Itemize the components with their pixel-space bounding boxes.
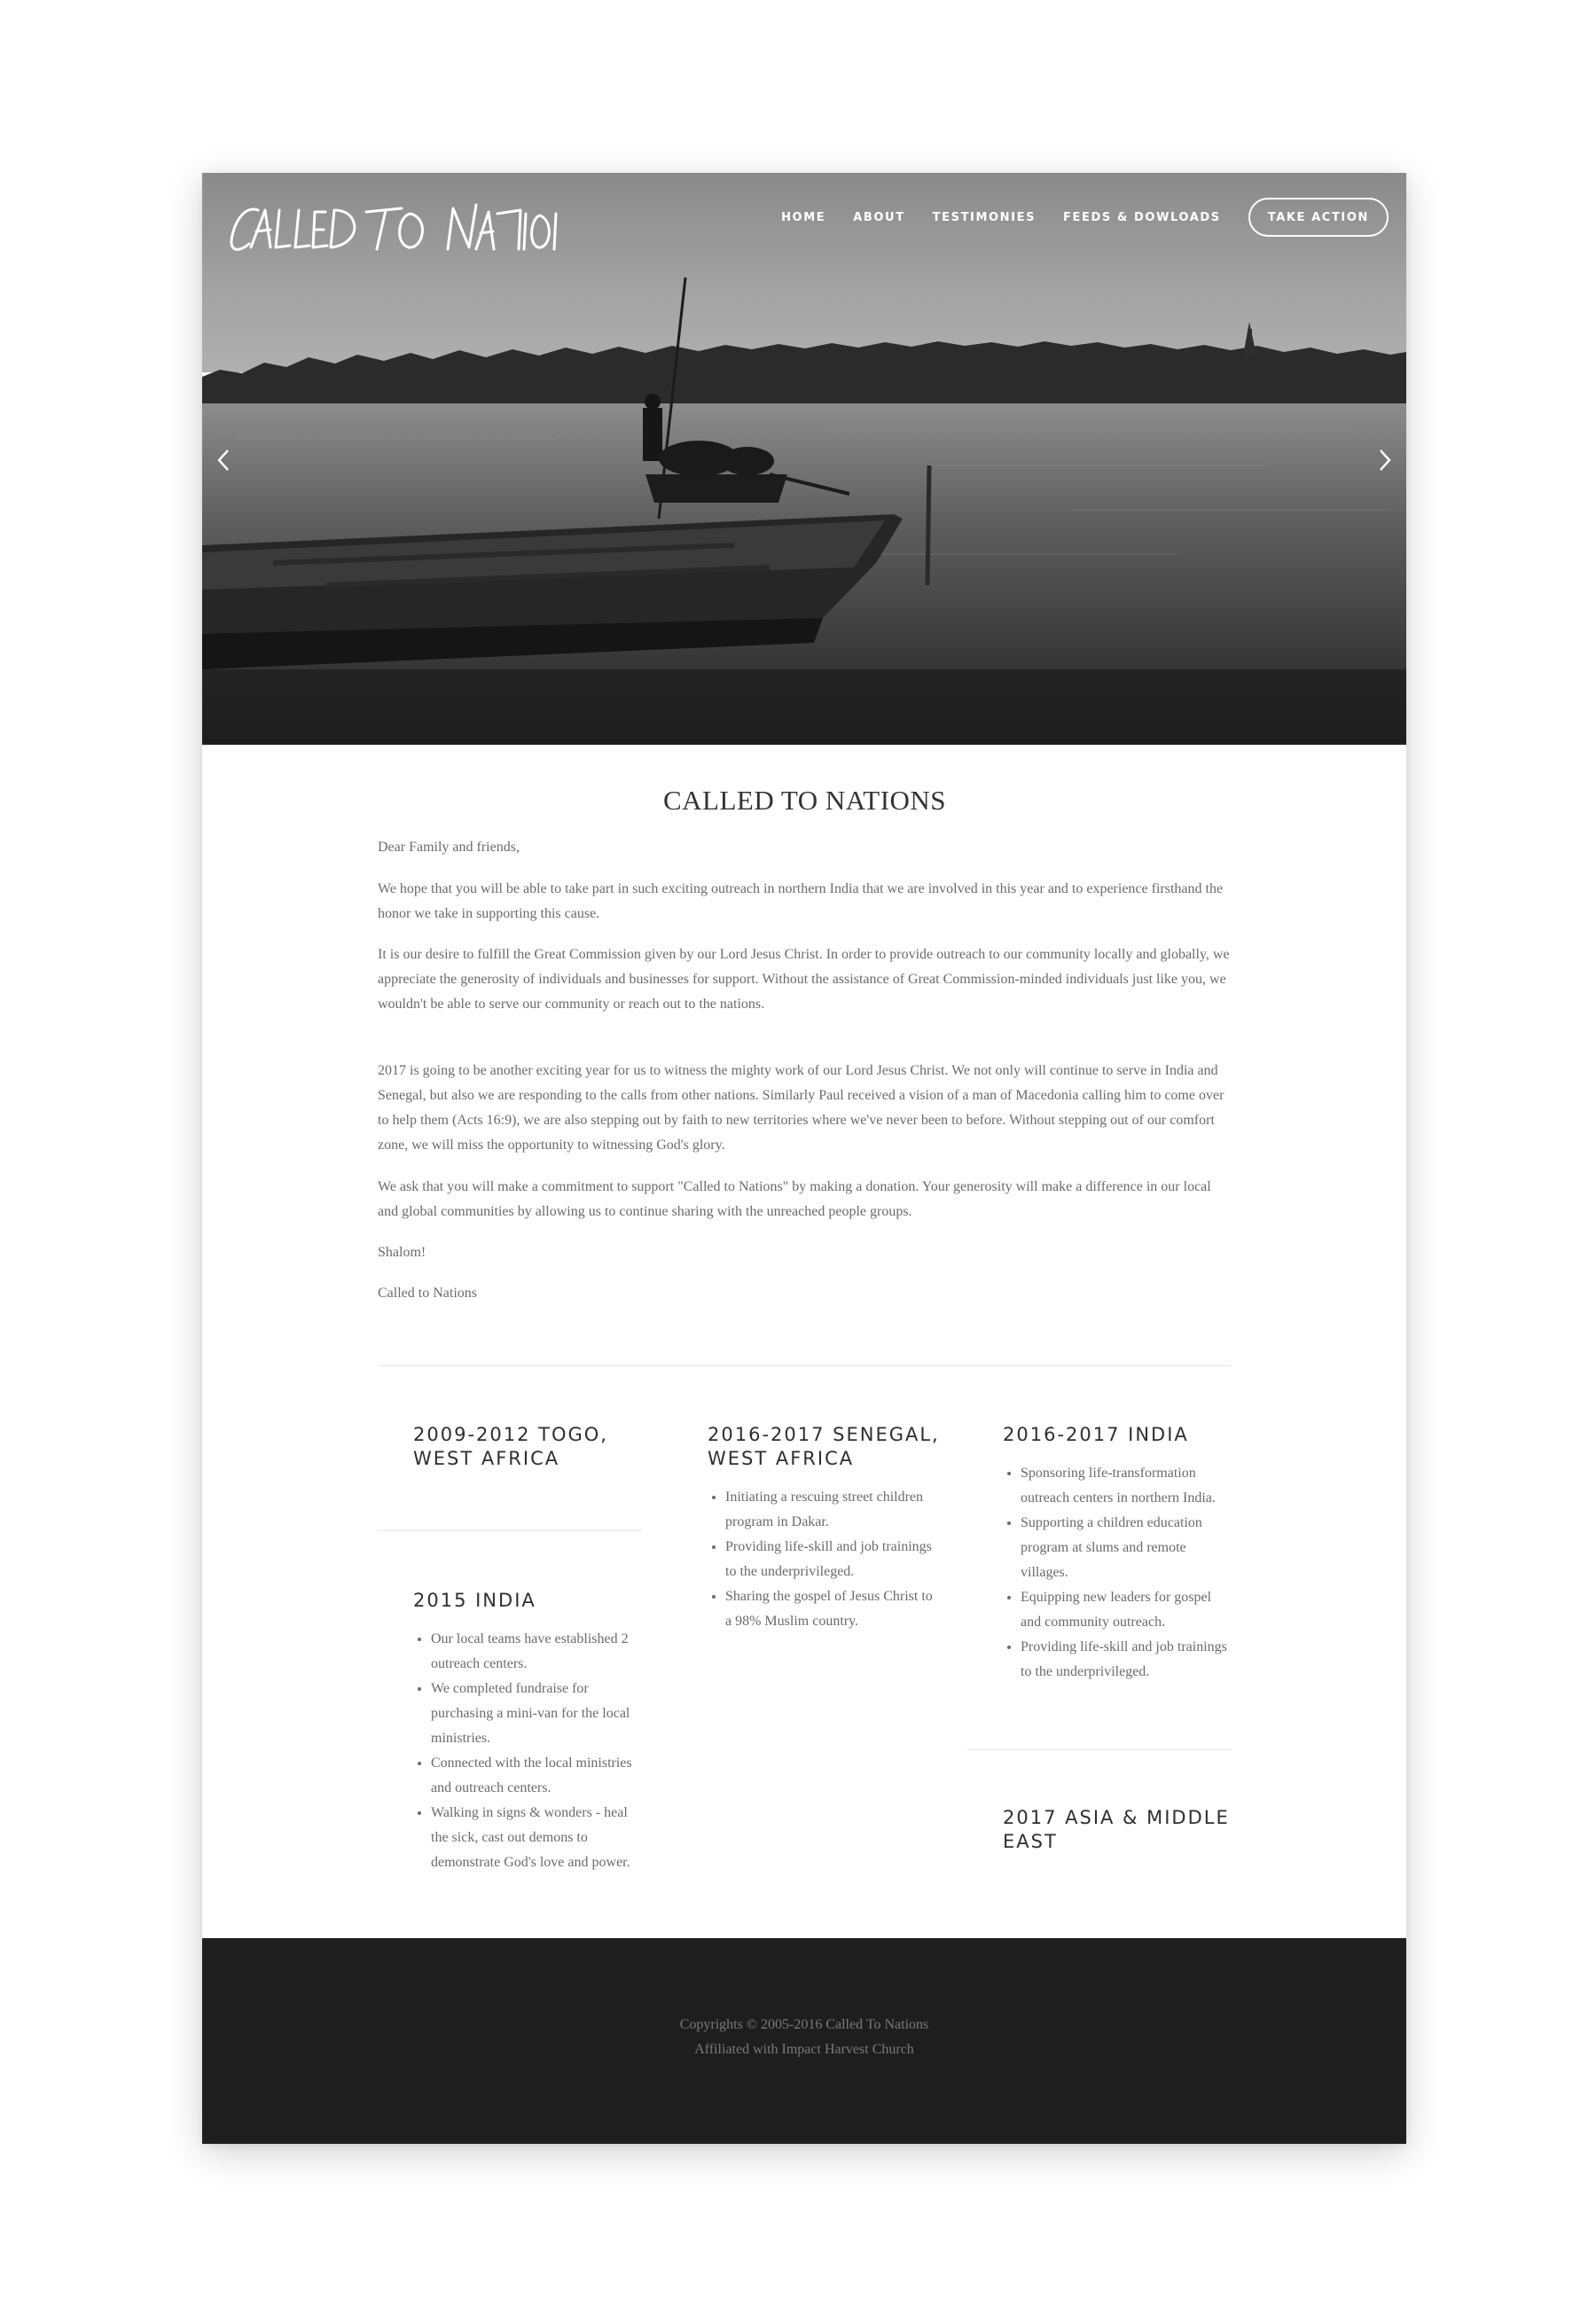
paragraph-commission: It is our desire to fulfill the Great Commission given by our Lord Jesus Christ. In order to provide outreach to our community locally and globally, we appreciate the generosity of individuals and businesses for support. Without the assistance of Great Commission-minded individuals just like you, we wouldn't be able to serve our community or reach out to the nations. (378, 947, 1230, 1012)
list-item: • Providing life-skill and job trainings to the underprivileged. (1021, 1635, 1232, 1685)
nav-item-feeds-downloads[interactable]: FEEDS & DOWLOADS (1063, 210, 1221, 224)
list-item: • Our local teams have established 2 outreach centers. (431, 1627, 642, 1677)
hero-slideshow (202, 173, 1406, 745)
togo-heading: 2009-2012 TOGO, WEST AFRICA (413, 1424, 608, 1469)
site-logo[interactable] (224, 189, 561, 269)
asia-middle-east-heading: 2017 ASIA & MIDDLE EAST (1003, 1807, 1230, 1852)
senegal-list (708, 1485, 936, 1634)
slideshow-next-button[interactable] (1374, 445, 1394, 475)
page-title: CALLED TO NATIONS (662, 785, 947, 816)
india-2016-list (1003, 1461, 1232, 1685)
senegal-heading: 2016-2017 SENEGAL, WEST AFRICA (708, 1424, 940, 1469)
paragraph-commitment: We ask that you will make a commitment to support "Called to Nations" by making a donation. Your generosity will make a difference in our local and global communities by allowing us to continue sharing with the unreached people groups. (378, 1179, 1211, 1219)
paragraph-2017: 2017 is going to be another exciting year for us to witness the mighty work of our Lord Jesus Christ. We not only will continue to serve in India and Senegal, but also we are responding to the calls from other nations. Similarly Paul received a vision of a man of Macedonia calling him to come over to help them (Acts 16:9), we are also stepping out by faith to new territories where we've never been to before. Without stepping out of our comfort zone, we will miss the opportunity to witnessing God's glory. (378, 1063, 1224, 1153)
paragraph-intro: We hope that you will be able to take part in such exciting outreach in northern India that we are involved in this year and to experience firsthand the honor we take in supporting this cause. (378, 881, 1224, 921)
site-footer (202, 1938, 1406, 2144)
list-item: • Walking in signs & wonders - heal the sick, cast out demons to demonstrate God's love and power. (431, 1801, 642, 1875)
section-divider (378, 1365, 1232, 1366)
list-item: • Sharing the gospel of Jesus Christ to a 98% Muslim country. (725, 1584, 936, 1634)
chevron-right-icon (1374, 445, 1394, 475)
footer-copyright: Copyrights © 2005-2016 Called To Nations (679, 2017, 929, 2032)
nav-item-about[interactable]: ABOUT (853, 210, 905, 224)
india-2015-heading: 2015 INDIA (413, 1590, 536, 1611)
india-2016-heading: 2016-2017 INDIA (1003, 1424, 1189, 1445)
list-item: • Initiating a rescuing street children program in Dakar. (725, 1485, 936, 1535)
take-action-button[interactable]: TAKE ACTION (1248, 198, 1389, 237)
paragraph-signature: Called to Nations (378, 1286, 477, 1301)
paragraph-greeting: Dear Family and friends, (378, 840, 520, 855)
list-item: • Equipping new leaders for gospel and community outreach. (1021, 1585, 1232, 1635)
list-item: • Connected with the local ministries and outreach centers. (431, 1751, 642, 1801)
list-item: • Sponsoring life-transformation outreach centers in northern India. (1021, 1461, 1232, 1511)
chevron-left-icon (215, 445, 234, 475)
column-divider (967, 1749, 1232, 1750)
main-navigation (754, 198, 1389, 237)
site-container (202, 173, 1406, 2144)
nav-item-home[interactable]: HOME (781, 210, 826, 224)
india-2015-list (413, 1627, 642, 1875)
list-item: • We completed fundraise for purchasing a mini-van for the local ministries. (431, 1677, 642, 1751)
list-item: • Supporting a children education program at slums and remote villages. (1021, 1511, 1232, 1585)
slideshow-prev-button[interactable] (215, 445, 234, 475)
list-item: • Providing life-skill and job trainings to the underprivileged. (725, 1535, 936, 1584)
footer-affiliation: Affiliated with Impact Harvest Church (694, 2042, 914, 2057)
nav-item-testimonies[interactable]: TESTIMONIES (932, 210, 1037, 224)
column-divider (378, 1530, 642, 1531)
paragraph-shalom: Shalom! (378, 1245, 426, 1260)
called-to-nations-logo (224, 189, 561, 269)
